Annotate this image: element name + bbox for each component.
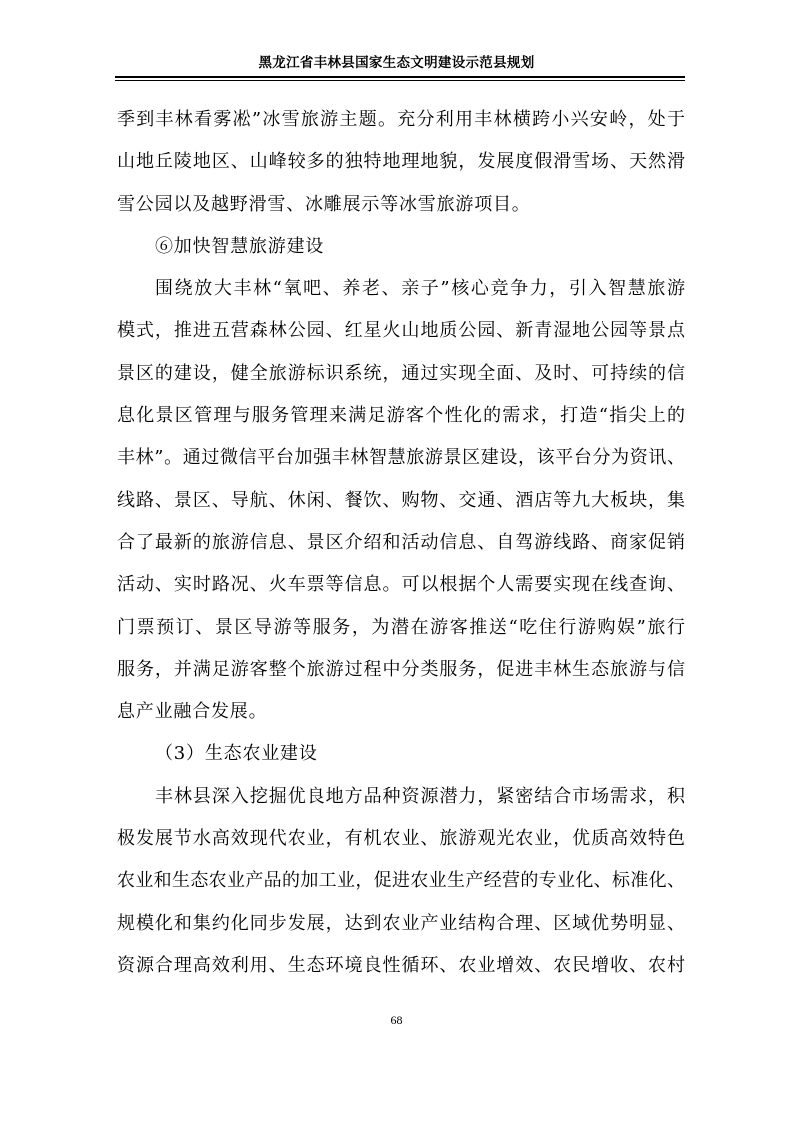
- text-line: 门票预订、景区导游等服务，为潜在游客推送“吃住行游购娱”旅行: [117, 616, 685, 638]
- text-line: 息化景区管理与服务管理来满足游客个性化的需求，打造“指尖上的: [117, 405, 685, 427]
- body-text: [117, 99, 685, 987]
- header-rule-thick: [115, 76, 685, 78]
- paragraph: [117, 268, 685, 733]
- text-line: 季到丰林看雾凇”冰雪旅游主题。充分利用丰林横跨小兴安岭，处于: [117, 109, 685, 130]
- text-line: 雪公园以及越野滑雪、冰雕展示等冰雪旅游项目。: [117, 193, 531, 215]
- page-number: 68: [390, 1013, 403, 1027]
- text-line: 农业和生态农业产品的加工业，促进农业生产经营的专业化、标准化、: [117, 870, 685, 892]
- running-header-title: 黑龙江省丰林县国家生态文明建设示范县规划: [258, 55, 535, 71]
- paragraph: [117, 776, 685, 987]
- text-line: 丰林县深入挖掘优良地方品种资源潜力，紧密结合市场需求，积: [155, 785, 685, 807]
- text-line: 活动、实时路况、火车票等信息。可以根据个人需要实现在线查询、: [117, 574, 685, 596]
- section-heading: ⑥加快智慧旅游建设: [155, 235, 325, 257]
- text-line: 息产业融合发展。: [117, 701, 268, 723]
- header-rule-thin: [115, 80, 685, 81]
- text-line: 极发展节水高效现代农业，有机农业、旅游观光农业，优质高效特色: [117, 828, 685, 850]
- text-line: 合了最新的旅游信息、景区介绍和活动信息、自驾游线路、商家促销: [117, 531, 685, 553]
- text-line: 丰林”。通过微信平台加强丰林智慧旅游景区建设，该平台分为资讯、: [117, 447, 685, 469]
- section-heading: （3）生态农业建设: [155, 743, 318, 765]
- paragraph: [117, 99, 685, 226]
- text-line: 线路、景区、导航、休闲、餐饮、购物、交通、酒店等九大板块，集: [117, 489, 685, 511]
- text-line: 山地丘陵地区、山峰较多的独特地理地貌，发展度假滑雪场、天然滑: [117, 151, 685, 173]
- text-line: 围绕放大丰林“氧吧、养老、亲子”核心竞争力，引入智慧旅游: [155, 278, 685, 300]
- text-line: 模式，推进五营森林公园、红星火山地质公园、新青湿地公园等景点: [117, 320, 685, 342]
- text-line: 资源合理高效利用、生态环境良性循环、农业增效、农民增收、农村: [117, 954, 685, 976]
- text-line: 景区的建设，健全旅游标识系统，通过实现全面、及时、可持续的信: [117, 362, 685, 384]
- text-line: 服务，并满足游客整个旅游过程中分类服务，促进丰林生态旅游与信: [117, 658, 685, 680]
- text-line: 规模化和集约化同步发展，达到农业产业结构合理、区域优势明显、: [117, 912, 685, 934]
